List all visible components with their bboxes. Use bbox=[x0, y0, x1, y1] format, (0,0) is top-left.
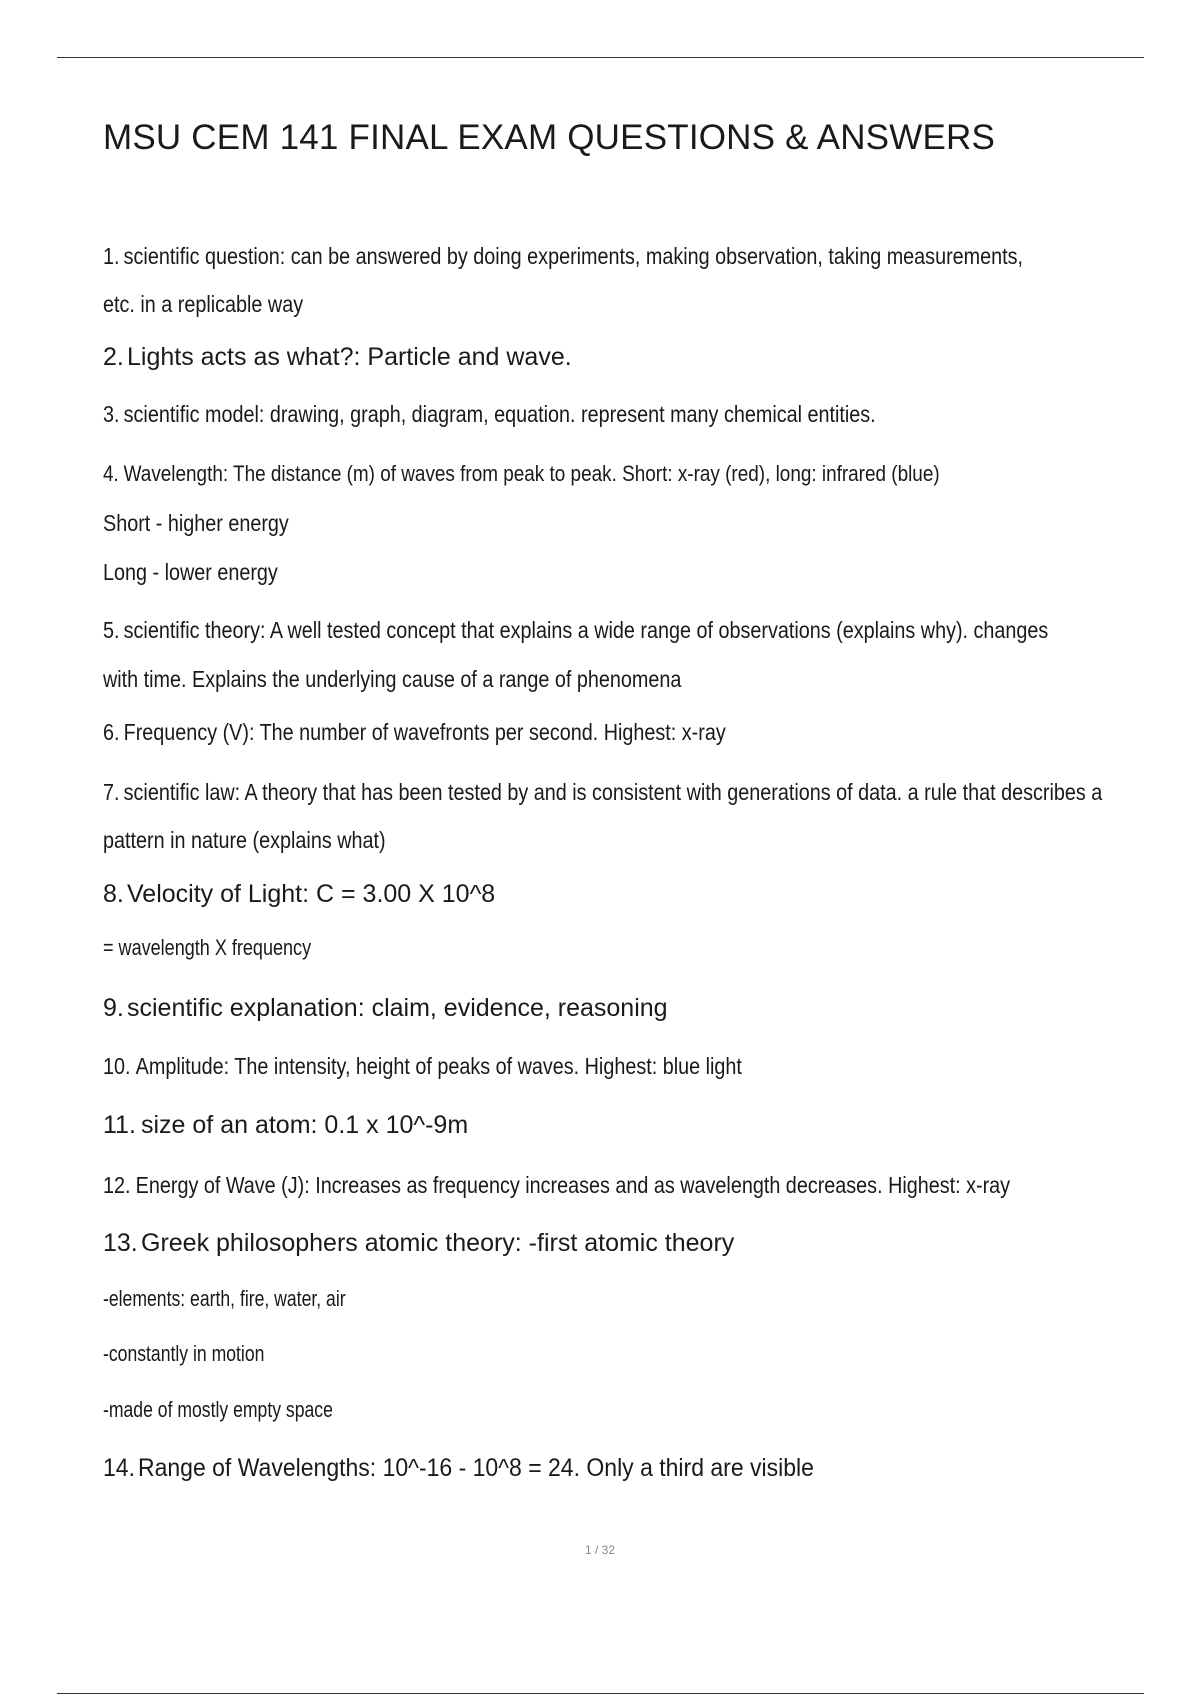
qa-item-5 bbox=[103, 619, 1048, 642]
item-number: 10. bbox=[103, 1053, 131, 1079]
item-number: 9. bbox=[103, 994, 124, 1022]
qa-item-4-continuation: Short - higher energy bbox=[103, 510, 289, 536]
item-text: scientific law: A theory that has been tested by and is consistent with generations of data. a rule that describes a bbox=[123, 779, 1103, 805]
qa-item-11 bbox=[103, 1113, 468, 1138]
qa-item-7-continuation: pattern in nature (explains what) bbox=[103, 827, 386, 853]
item-number: 6. bbox=[103, 719, 120, 745]
bottom-rule bbox=[57, 1693, 1144, 1694]
qa-item-4 bbox=[103, 463, 940, 485]
item-text: scientific question: can be answered by doing experiments, making observation, taking measurements, bbox=[123, 243, 1024, 269]
item-number: 5. bbox=[103, 617, 120, 643]
item-text: scientific theory: A well tested concept that explains a wide range of observations (explains why). changes bbox=[123, 617, 1049, 643]
item-text: Wavelength: The distance (m) of waves from peak to peak. Short: x-ray (red), long: infrared (blue) bbox=[123, 461, 940, 486]
qa-item-5-continuation: with time. Explains the underlying cause of a range of phenomena bbox=[103, 666, 682, 692]
item-text: Greek philosophers atomic theory: -first atomic theory bbox=[141, 1229, 735, 1257]
qa-item-13-continuation: -made of mostly empty space bbox=[103, 1397, 333, 1422]
qa-item-1-continuation: etc. in a replicable way bbox=[103, 291, 304, 317]
qa-item-12 bbox=[103, 1174, 1010, 1197]
item-text: Velocity of Light: C = 3.00 X 10^8 bbox=[127, 880, 496, 908]
top-rule bbox=[57, 57, 1144, 58]
qa-item-1 bbox=[103, 245, 1023, 268]
qa-item-13 bbox=[103, 1231, 734, 1256]
item-text: scientific explanation: claim, evidence, reasoning bbox=[127, 994, 668, 1022]
item-number: 3. bbox=[103, 401, 120, 427]
item-number: 2. bbox=[103, 343, 124, 371]
qa-item-4-continuation: Long - lower energy bbox=[103, 559, 278, 585]
item-number: 14. bbox=[103, 1454, 135, 1482]
qa-item-8 bbox=[103, 882, 495, 907]
qa-item-14 bbox=[103, 1456, 814, 1481]
qa-item-8-continuation: = wavelength X frequency bbox=[103, 935, 312, 960]
item-number: 13. bbox=[103, 1229, 138, 1257]
qa-item-7 bbox=[103, 781, 1102, 804]
qa-item-13-continuation: -constantly in motion bbox=[103, 1341, 265, 1366]
item-number: 4. bbox=[103, 461, 119, 486]
item-text: scientific model: drawing, graph, diagram, equation. represent many chemical entities. bbox=[123, 401, 876, 427]
item-number: 11. bbox=[103, 1111, 136, 1139]
item-text: Energy of Wave (J): Increases as frequency increases and as wavelength decreases. Highest: x-ray bbox=[135, 1172, 1011, 1198]
item-text: size of an atom: 0.1 x 10^-9m bbox=[141, 1111, 469, 1139]
document-title: MSU CEM 141 FINAL EXAM QUESTIONS & ANSWERS bbox=[103, 118, 996, 157]
page-indicator: 1 / 32 bbox=[584, 1543, 616, 1557]
qa-item-13-continuation: -elements: earth, fire, water, air bbox=[103, 1286, 346, 1311]
qa-item-6 bbox=[103, 721, 726, 744]
item-number: 8. bbox=[103, 880, 124, 908]
qa-item-9 bbox=[103, 996, 668, 1021]
item-text: Lights acts as what?: Particle and wave. bbox=[127, 343, 572, 371]
item-number: 7. bbox=[103, 779, 120, 805]
item-number: 12. bbox=[103, 1172, 131, 1198]
qa-item-2 bbox=[103, 345, 572, 370]
item-text: Range of Wavelengths: 10^-16 - 10^8 = 24. Only a third are visible bbox=[137, 1454, 814, 1482]
qa-item-3 bbox=[103, 403, 876, 426]
item-text: Amplitude: The intensity, height of peaks of waves. Highest: blue light bbox=[135, 1053, 742, 1079]
qa-item-10 bbox=[103, 1055, 742, 1078]
item-number: 1. bbox=[103, 243, 120, 269]
item-text: Frequency (V): The number of wavefronts per second. Highest: x-ray bbox=[123, 719, 726, 745]
